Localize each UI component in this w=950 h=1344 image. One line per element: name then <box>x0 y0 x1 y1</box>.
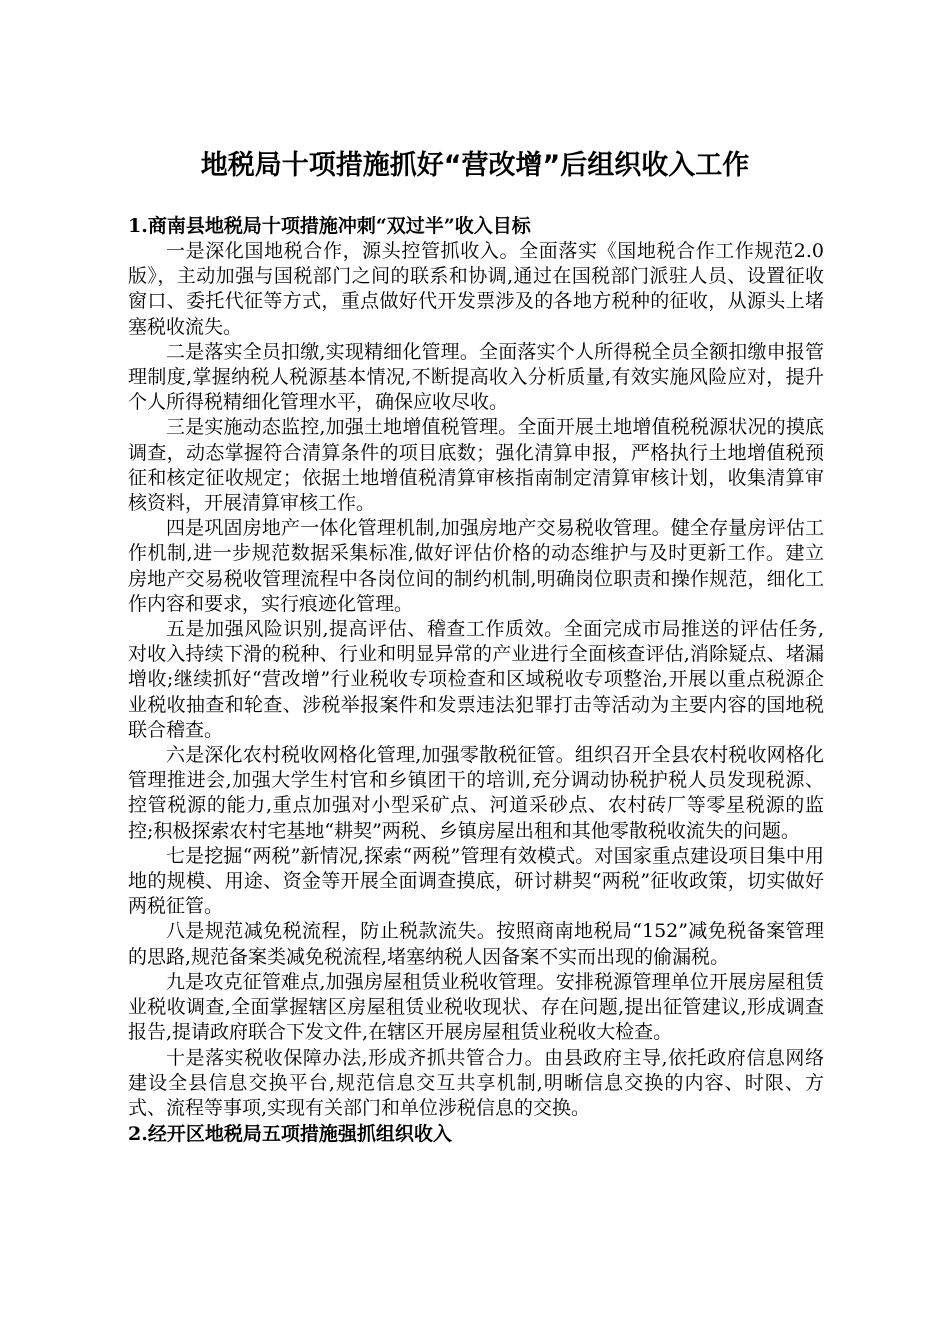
section-heading: 2.经开区地税局五项措施强抓组织收入 <box>128 1123 452 1146</box>
paragraph: 一是深化国地税合作，源头控管抓收入。全面落实《国地税合作工作规范2.0版》，主动加强与国税部门之间的联系和协调,通过在国税部门派驻人员、设置征收窗口、委托代征等方式，重点做好代开发票涉及的各地方税种的征收，从源头上堵塞税收流失。 <box>128 240 824 338</box>
paragraph: 二是落实全员扣缴,实现精细化管理。全面落实个人所得税全员全额扣缴申报管理制度,掌握纳税人税源基本情况,不断提高收入分析质量,有效实施风险应对，提升个人所得税精细化管理水平，确保应收尽收。 <box>128 340 824 414</box>
paragraph: 四是巩固房地产一体化管理机制,加强房地产交易税收管理。健全存量房评估工作机制,进一步规范数据采集标准,做好评估价格的动态维护与及时更新工作。建立房地产交易税收管理流程中各岗位间的制约机制,明确岗位职责和操作规范，细化工作内容和要求，实行痕迹化管理。 <box>128 517 824 615</box>
paragraph: 九是攻克征管难点,加强房屋租赁业税收管理。安排税源管理单位开展房屋租赁业税收调查,全面掌握辖区房屋租赁业税收现状、存在问题,提出征管建议,形成调查报告,提请政府联合下发文件,在辖区开展房屋租赁业税收大检查。 <box>128 970 824 1044</box>
document-body <box>128 213 824 1147</box>
paragraph: 十是落实税收保障办法,形成齐抓共管合力。由县政府主导,依托政府信息网络建设全县信息交换平台,规范信息交互共享机制,明晰信息交换的内容、时限、方式、流程等事项,实现有关部门和单位涉税信息的交换。 <box>128 1046 824 1119</box>
paragraph: 六是深化农村税收网格化管理,加强零散税征管。组织召开全县农村税收网格化管理推进会,加强大学生村官和乡镇团干的培训,充分调动协税护税人员发现税源、控管税源的能力,重点加强对小型采矿点、河道采砂点、农村砖厂等零星税源的监控;积极探索农村宅基地“耕契”两税、乡镇房屋出租和其他零散税收流失的问题。 <box>128 744 824 842</box>
paragraph: 五是加强风险识别,提高评估、稽查工作质效。全面完成市局推送的评估任务,对收入持续下滑的税种、行业和明显异常的产业进行全面核查评估,消除疑点、堵漏增收;继续抓好“营改增”行业税收专项检查和区域税收专项整治,开展以重点税源企业税收抽查和轮查、涉税举报案件和发票违法犯罪打击等活动为主要内容的国地税联合稽查。 <box>128 618 824 741</box>
paragraph: 八是规范减免税流程，防止税款流失。按照商南地税局“152”减免税备案管理的思路,规范备案类减免税流程,堵塞纳税人因备案不实而出现的偷漏税。 <box>128 920 824 968</box>
document-title: 地税局十项措施抓好“营改增”后组织收入工作 <box>200 150 750 181</box>
paragraph: 七是挖掘“两税”新情况,探索“两税”管理有效模式。对国家重点建设项目集中用地的规模、用途、资金等开展全面调查摸底，研讨耕契“两税”征收政策，切实做好两税征管。 <box>128 844 824 918</box>
paragraph: 三是实施动态监控,加强土地增值税管理。全面开展土地增值税税源状况的摸底调查，动态掌握符合清算条件的项目底数；强化清算申报，严格执行土地增值税预征和核定征收规定；依据土地增值税清算审核指南制定清算审核计划，收集清算审核资料，开展清算审核工作。 <box>128 416 824 515</box>
section-heading: 1.商南县地税局十项措施冲刺“双过半”收入目标 <box>128 215 531 237</box>
